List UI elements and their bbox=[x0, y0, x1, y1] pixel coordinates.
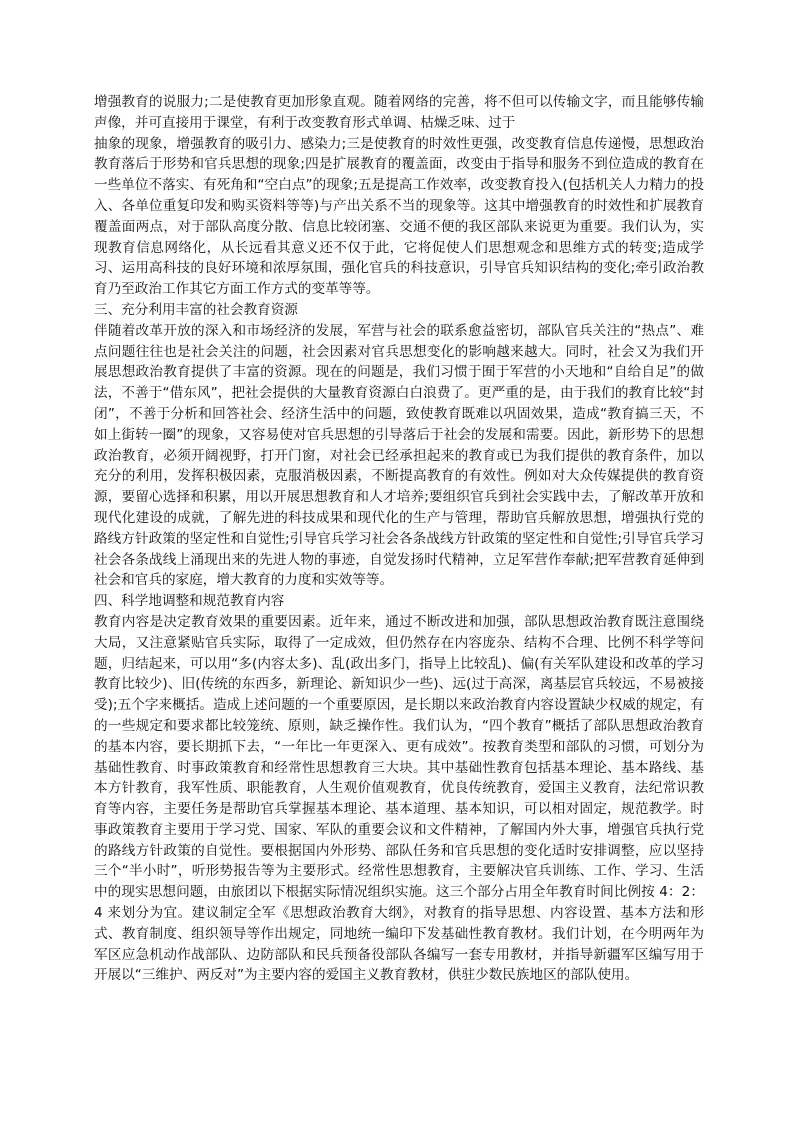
section-heading-4: 四、科学地调整和规范教育内容 bbox=[94, 593, 285, 610]
paragraph-1: 增强教育的说服力;二是使教育更加形象直观。随着网络的完善，将不但可以传输文字，而且能够传输声像，并可直接用于课堂，有利于改变教育形式单调、枯燥乏味、过于 bbox=[94, 94, 704, 131]
document-page bbox=[94, 92, 704, 986]
paragraph-3: 伴随着改革开放的深入和市场经济的发展，军营与社会的联系愈益密切，部队官兵关注的“热点”、难点问题往往也是社会关注的问题，社会因素对官兵思想变化的影响越来越大。同时，社会又为我们开展思想政治教育提供了丰富的资源。现在的问题是，我们习惯于囿于军营的小天地和“自给自足”的做法，不善于“借东风”，把社会提供的大量教育资源白白浪费了。更严重的是，由于我们的教育比较“封闭”，不善于分析和回答社会、经济生活中的问题，致使教育既难以巩固效果，造成“教育搞三天，不如上街转一圈”的现象，又容易使对官兵思想的引导落后于社会的发展和需要。因此，新形势下的思想政治教育，必须开阔视野，打开门窗，对社会已经承担起来的教育或已为我们提供的教育条件，加以充分的利用，发挥积极因素，克服消极因素，不断提高教育的有效性。例如对大众传媒提供的教育资源，要留心选择和积累，用以开展思想教育和人才培养;要组织官兵到社会实践中去，了解改革开放和现代化建设的成就，了解先进的科技成果和现代化的生产与管理，帮助官兵解放思想，增强执行党的路线方针政策的坚定性和自觉性;引导官兵学习社会各条战线方针政策的坚定性和自觉性;引导官兵学习社会各条战线上涌现出来的先进人物的事迹，自觉发扬时代精神，立足军营作奉献;把军营教育延伸到社会和官兵的家庭，增大教育的力度和实效等等。 bbox=[94, 322, 704, 589]
section-heading-3: 三、充分利用丰富的社会教育资源 bbox=[94, 301, 298, 318]
paragraph-2: 抽象的现象，增强教育的吸引力、感染力;三是使教育的时效性更强，改变教育信息传递慢，思想政治教育落后于形势和官兵思想的现象;四是扩展教育的覆盖面，改变由于指导和服务不到位造成的教育在一些单位不落实、有死角和“空白点”的现象;五是提高工作效率，改变教育投入(包括机关人力精力的投入、各单位重复印发和购买资料等等)与产出关系不当的现象等。这其中增强教育的时效性和扩展教育覆盖面两点，对于部队高度分散、信息比较闭塞、交通不便的我区部队来说更为重要。我们认为，实现教育信息网络化，从长远看其意义还不仅于此，它将促使人们思想观念和思维方式的转变;造成学习、运用高科技的良好环境和浓厚氛围，强化官兵的科技意识，引导官兵知识结构的变化;牵引政治教育乃至政治工作其它方面工作方式的变革等等。 bbox=[94, 135, 704, 298]
paragraph-4: 教育内容是决定教育效果的重要因素。近年来，通过不断改进和加强，部队思想政治教育既注意围绕大局，又注意紧贴官兵实际，取得了一定成效，但仍然存在内容庞杂、结构不合理、比例不科学等问题，归结起来，可以用“多(内容太多)、乱(政出多门，指导上比较乱)、偏(有关军队建设和改革的学习教育比较少)、旧(传统的东西多，新理论、新知识少一些)、远(过于高深，离基层官兵较远，不易被接受);五个字来概括。造成上述问题的一个重要原因，是长期以来政治教育内容设置缺少权威的规定，有的一些规定和要求都比较笼统、原则，缺乏操作性。我们认为，“四个教育”概括了部队思想政治教育的基本内容，要长期抓下去，“一年比一年更深入、更有成效”。按教育类型和部队的习惯，可划分为基础性教育、时事政策教育和经常性思想教育三大块。其中基础性教育包括基本理论、基本路线、基本方针教育，我军性质、职能教育，人生观价值观教育，优良传统教育，爱国主义教育，法纪常识教育等内容，主要任务是帮助官兵掌握基本理论、基本道理、基本知识，可以相对固定，规范教学。时事政策教育主要用于学习党、国家、军队的重要会议和文件精神，了解国内外大事，增强官兵执行党的路线方针政策的自觉性。要根据国内外形势、部队任务和官兵思想的变化适时安排调整，应以坚持三个“半小时”，听形势报告等为主要形式。经常性思想教育，主要解决官兵训练、工作、学习、生活中的现实思想问题，由旅团以下根据实际情况组织实施。这三个部分占用全年教育时间比例按 4：2：4 来划分为宜。建议制定全军《思想政治教育大纲》，对教育的指导思想、内容设置、基本方法和形式、教育制度、组织领导等作出规定，同地统一编印下发基础性教育教材。我们计划，在今明两年为军区应急机动作战部队、边防部队和民兵预备役部队各编写一套专用教材，并指导新疆军区编写用于开展以“三维护、两反对”为主要内容的爱国主义教育教材，供驻少数民族地区的部队使用。 bbox=[94, 613, 704, 984]
